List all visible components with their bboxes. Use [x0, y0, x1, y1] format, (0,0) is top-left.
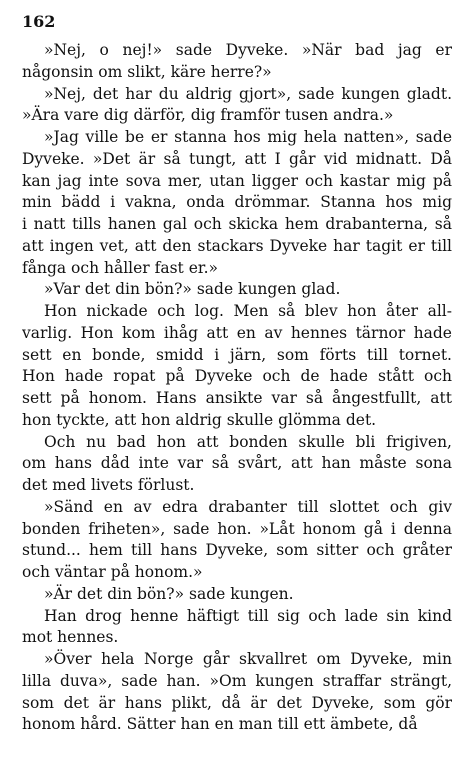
text-line: bonden friheten», sade hon. »Låt honom gå i denna — [22, 519, 452, 538]
text-line: i natt tills hanen gal och skicka hem drabanterna, så — [22, 215, 452, 233]
paragraph — [22, 432, 452, 497]
body-text — [22, 40, 452, 736]
text-line: Han drog henne häftigt till sig och lade sin kind — [44, 606, 452, 625]
paragraph — [22, 606, 452, 650]
text-line: »Nej, o nej!» sade Dyveke. »När bad jag er — [44, 41, 452, 59]
text-line: om hans dåd inte var så svårt, att han måste sona — [22, 454, 452, 473]
paragraph — [22, 127, 452, 279]
text-line: »Över hela Norge går skvallret om Dyveke, min — [44, 650, 452, 668]
text-line: »Sänd en av edra drabanter till slottet och giv — [44, 497, 452, 516]
text-line: Och nu bad hon att bonden skulle bli frigiven, — [44, 432, 452, 451]
text-line: Hon hade ropat på Dyveke och de hade stått och — [22, 367, 452, 386]
paragraph — [22, 301, 452, 432]
text-line: stund... hem till hans Dyveke, som sitter och gråter — [22, 541, 452, 560]
text-line: varlig. Hon kom ihåg att en av hennes tärnor hade — [22, 323, 452, 342]
text-line: någonsin om slikt, käre herre?» — [22, 62, 272, 81]
text-line: »Nej, det har du aldrig gjort», sade kungen gladt. — [44, 84, 452, 103]
text-line: att ingen vet, att den stackars Dyveke har tagit er till — [22, 236, 452, 255]
text-line: »Var det din bön?» sade kungen glad. — [44, 280, 341, 299]
paragraph — [22, 497, 452, 584]
text-line: hon tyckte, att hon aldrig skulle glömma det. — [22, 410, 377, 429]
text-line: »Jag ville be er stanna hos mig hela natten», sade — [44, 128, 452, 146]
text-line: min bädd i vakna, onda drömmar. Stanna hos mig — [22, 193, 452, 212]
text-line: lilla duva», sade han. »Om kungen straffar strängt, — [22, 671, 452, 690]
text-line: Dyveke. »Det är så tungt, att I går vid midnatt. Då — [22, 149, 452, 168]
text-line: kan jag inte sova mer, utan ligger och kastar mig på — [22, 171, 452, 190]
text-line: sett en bonde, smidd i järn, som förts till tornet. — [22, 345, 452, 364]
paragraph — [22, 649, 452, 736]
paragraph — [22, 279, 452, 301]
text-line: fånga och håller fast er.» — [22, 258, 218, 277]
text-line: det med livets förlust. — [22, 476, 195, 494]
paragraph — [22, 84, 452, 128]
paragraph — [22, 584, 452, 606]
text-line: »Ära vare dig därför, dig framför tusen andra.» — [22, 106, 394, 125]
text-line: som det är hans plikt, då är det Dyveke, som gör — [22, 693, 452, 712]
text-line: »Är det din bön?» sade kungen. — [44, 584, 294, 603]
text-line: och väntar på honom.» — [22, 563, 203, 581]
text-line: Hon nickade och log. Men så blev hon åter all- — [44, 302, 452, 320]
text-line: sett på honom. Hans ansikte var så ångestfullt, att — [22, 389, 452, 407]
text-line: mot hennes. — [22, 628, 119, 647]
paragraph — [22, 40, 452, 84]
page-number: 162 — [22, 12, 56, 31]
text-line: honom hård. Sätter han en man till ett ämbete, då — [22, 715, 418, 734]
